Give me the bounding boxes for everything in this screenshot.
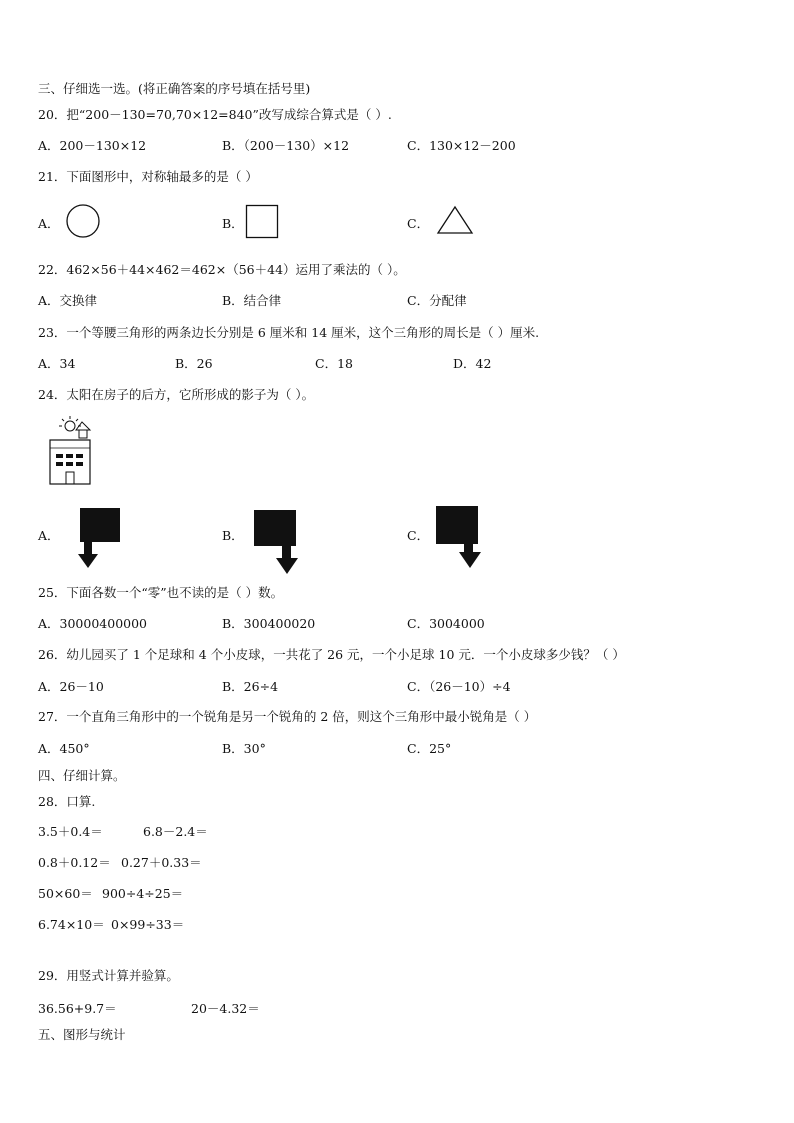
q23-option-b: B．26: [175, 356, 213, 371]
q28-item: 6.8－2.4＝: [143, 824, 208, 839]
q23-option-a: A．34: [38, 356, 76, 371]
q20-option-c: C．130×12－200: [407, 138, 516, 153]
q20-option-a: A．200－130×12: [38, 138, 147, 153]
q20-stem: 20．把“200－130=70,70×12=840”改写成综合算式是（ ）.: [38, 107, 392, 122]
q27-stem: 27．一个直角三角形中的一个锐角是另一个锐角的 2 倍，则这个三角形中最小锐角是（ ）: [38, 709, 537, 724]
q25-option-b: B．300400020: [222, 616, 316, 631]
q23-stem: 23．一个等腰三角形的两条边长分别是 6 厘米和 14 厘米，这个三角形的周长是（ ）厘米.: [38, 325, 540, 340]
section-5-heading: 五、图形与统计: [38, 1027, 126, 1042]
sun-house-icon: [46, 414, 98, 486]
q28-item: 0.27＋0.33＝: [121, 855, 202, 870]
q21-option-c: C．: [407, 216, 430, 231]
shadow-arrow-a-icon: [76, 506, 124, 572]
q28-item: 6.74×10＝: [38, 917, 105, 932]
section-3-heading: 三、仔细选一选。(将正确答案的序号填在括号里): [38, 81, 311, 96]
q27-option-a: A．450°: [38, 741, 90, 756]
shadow-arrow-b-icon: [252, 508, 304, 576]
q25-option-c: C．3004000: [407, 616, 485, 631]
shadow-arrow-c-icon: [434, 504, 486, 572]
q27-option-b: B．30°: [222, 741, 266, 756]
q21-option-a: A．: [38, 216, 60, 231]
q22-stem: 22．462×56＋44×462＝462×（56＋44）运用了乘法的（ ）。: [38, 262, 406, 277]
q28-item: 900÷4÷25＝: [102, 886, 184, 901]
q28-stem: 28．口算.: [38, 794, 96, 809]
q26-option-a: A．26－10: [38, 679, 104, 694]
q22-option-b: B．结合律: [222, 293, 282, 308]
q27-option-c: C．25°: [407, 741, 452, 756]
q28-item: 50×60＝: [38, 886, 93, 901]
circle-icon: [65, 203, 101, 239]
q23-option-d: D．42: [453, 356, 492, 371]
q26-option-c: C．（26－10）÷4: [407, 679, 511, 694]
q25-option-a: A．30000400000: [38, 616, 148, 631]
square-icon: [245, 204, 279, 240]
q23-option-c: C．18: [315, 356, 353, 371]
q29-stem: 29．用竖式计算并验算。: [38, 968, 179, 983]
q24-option-c: C．: [407, 528, 430, 543]
q28-item: 0×99÷33＝: [111, 917, 185, 932]
q24-option-b: B．: [222, 528, 244, 543]
q28-item: 3.5＋0.4＝: [38, 824, 103, 839]
q21-stem: 21．下面图形中，对称轴最多的是（ ）: [38, 169, 258, 184]
q26-option-b: B．26÷4: [222, 679, 279, 694]
q28-item: 0.8＋0.12＝: [38, 855, 111, 870]
q20-option-b: B．（200－130）×12: [222, 138, 350, 153]
q25-stem: 25．下面各数一个“零”也不读的是（ ）数。: [38, 585, 284, 600]
q26-stem: 26．幼儿园买了 1 个足球和 4 个小皮球，一共花了 26 元，一个小足球 10 元．一个小皮球多少钱？（ ）: [38, 647, 625, 662]
section-4-heading: 四、仔细计算。: [38, 768, 126, 783]
q29-item-a: 36.56+9.7＝: [38, 1001, 117, 1016]
q24-option-a: A．: [38, 528, 60, 543]
q29-item-b: 20－4.32＝: [191, 1001, 260, 1016]
q22-option-c: C．分配律: [407, 293, 467, 308]
q21-option-b: B．: [222, 216, 244, 231]
triangle-icon: [436, 205, 474, 235]
q24-stem: 24．太阳在房子的后方，它所形成的影子为（ ）。: [38, 387, 315, 402]
q22-option-a: A．交换律: [38, 293, 98, 308]
